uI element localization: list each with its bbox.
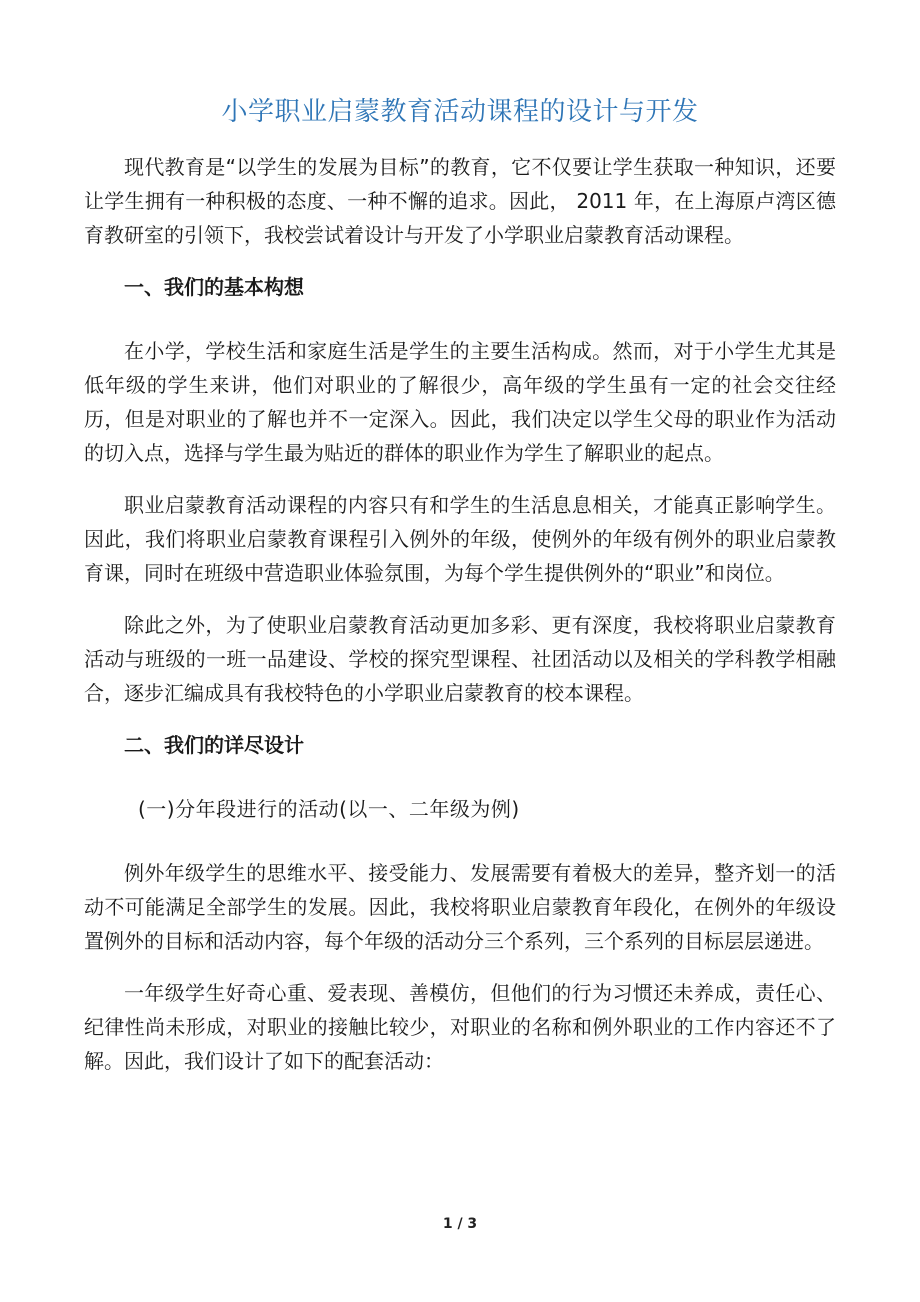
body-paragraph: 职业启蒙教育活动课程的内容只有和学生的生活息息相关，才能真正影响学生。因此，我们将职业启蒙教育课程引入例外的年级，使例外的年级有例外的职业启蒙教育课，同时在班级中营造职业体验氛围，为每个学生提供例外的“职业”和岗位。 — [84, 493, 836, 585]
intro-paragraph: 现代教育是“以学生的发展为目标”的教育，它不仅要让学生获取一种知识，还要让学生拥有一种积极的态度、一种不懈的追求。因此， 2011 年，在上海原卢湾区德育教研室的引领下，我校尝试着设计与开发了小学职业启蒙教育活动课程。 — [84, 155, 836, 247]
page-number: 1 / 3 — [442, 1216, 478, 1232]
body-paragraph: 除此之外，为了使职业启蒙教育活动更加多彩、更有深度，我校将职业启蒙教育活动与班级的一班一品建设、学校的探究型课程、社团活动以及相关的学科教学相融合，逐步汇编成具有我校特色的小学职业启蒙教育的校本课程。 — [84, 613, 836, 705]
body-paragraph: 在小学，学校生活和家庭生活是学生的主要生活构成。然而，对于小学生尤其是低年级的学生来讲，他们对职业的了解很少，高年级的学生虽有一定的社会交往经历，但是对职业的了解也并不一定深入。因此，我们决定以学生父母的职业作为活动的切入点，选择与学生最为贴近的群体的职业作为学生了解职业的起点。 — [84, 339, 836, 465]
body-paragraph: 一年级学生好奇心重、爱表现、善模仿，但他们的行为习惯还未养成，责任心、纪律性尚未形成，对职业的接触比较少，对职业的名称和例外职业的工作内容还不了解。因此，我们设计了如下的配套活动： — [84, 981, 836, 1073]
section-heading-2: 二、我们的详尽设计 — [124, 733, 304, 757]
document-body — [84, 150, 836, 1096]
document-title: 小学职业启蒙教育活动课程的设计与开发 — [221, 97, 699, 127]
body-paragraph: 例外年级学生的思维水平、接受能力、发展需要有着极大的差异，整齐划一的活动不可能满足全部学生的发展。因此，我校将职业启蒙教育年段化，在例外的年级设置例外的目标和活动内容，每个年级的活动分三个系列，三个系列的目标层层递进。 — [84, 861, 836, 953]
section-heading-1: 一、我们的基本构想 — [124, 275, 304, 299]
subsection-heading: (一)分年段进行的活动(以一、二年级为例) — [138, 797, 520, 821]
